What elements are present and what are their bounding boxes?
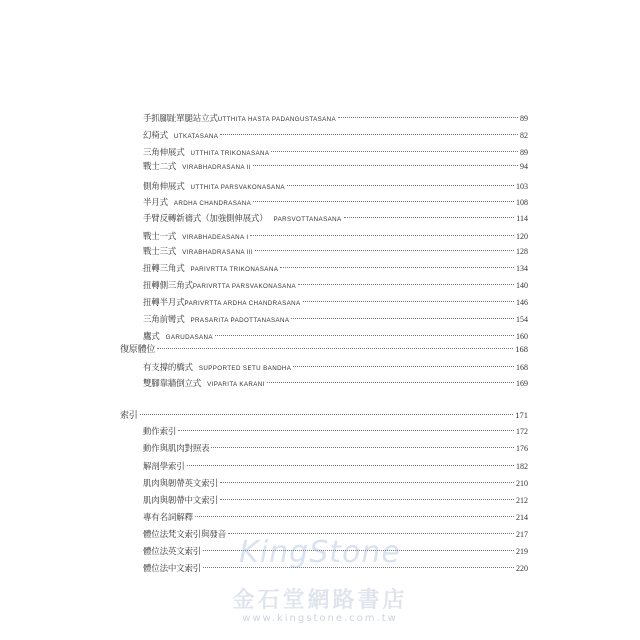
dot-leader [338, 117, 518, 118]
index-entry [143, 511, 528, 525]
page-number: 114 [516, 214, 528, 223]
page-number: 134 [516, 264, 528, 273]
page-number: 168 [515, 344, 528, 354]
entry-title-cn: 索引 [120, 411, 138, 421]
entry-title-en: VIRABHADRASANA II [182, 164, 251, 171]
entry-title-cn: 半月式 [143, 198, 168, 208]
page-number: 103 [516, 182, 528, 191]
entry-title-en: SUPPORTED SETU BANDHA [198, 365, 292, 372]
pose-entry [143, 296, 528, 310]
entry-title-en: VIPARITA KARANI [207, 381, 265, 388]
page-number: 214 [516, 513, 528, 522]
entry-title-en: PARSVOTTANASANA [273, 216, 342, 223]
page-number: 94 [520, 162, 528, 171]
section-index [120, 408, 528, 422]
page-number: 89 [520, 148, 528, 157]
dot-leader [220, 482, 514, 483]
page-number: 89 [520, 114, 528, 123]
entry-title-cn: 鷹式 [143, 332, 160, 342]
entry-title-en: UTTHITA PARSVAKONASANA [190, 184, 285, 191]
pose-entry [143, 160, 528, 174]
page-number: 160 [516, 332, 528, 341]
entry-title-cn: 解剖學索引 [143, 462, 185, 472]
pose-entry [143, 180, 528, 194]
dot-leader [293, 366, 514, 367]
dot-leader [255, 250, 514, 251]
entry-title-cn: 體位法梵文索引與發音 [143, 530, 227, 540]
pose-entry [143, 212, 528, 226]
entry-title-en: UTTHITA HASTA PADANGUSTASANA [217, 116, 337, 123]
entry-title-cn: 專有名詞解釋 [143, 513, 193, 523]
entry-title-cn: 幻椅式 [143, 131, 168, 141]
page-number: 108 [516, 198, 528, 207]
page-number: 210 [516, 479, 528, 488]
entry-title-cn: 手抓腳趾單腿站立式 [143, 114, 218, 124]
index-entry [143, 477, 528, 491]
dot-leader [271, 151, 518, 152]
entry-title-cn: 肌肉與韌帶中文索引 [143, 496, 218, 506]
dot-leader [253, 201, 514, 202]
dot-leader [140, 414, 514, 415]
entry-title-cn: 體位法中文索引 [143, 564, 202, 574]
entry-title-cn: 動作與肌肉對照表 [143, 444, 210, 454]
entry-title-cn: 戰士二式 [143, 162, 177, 172]
pose-entry [143, 129, 528, 143]
dot-leader [303, 301, 514, 302]
dot-leader [287, 185, 514, 186]
pose-entry [143, 313, 528, 327]
entry-title-en: PARIVRTTA ARDHA CHANDRASANA [184, 300, 301, 307]
page-number: 82 [520, 131, 528, 140]
entry-title-en: PRASARITA PADOTTANASANA [190, 317, 290, 324]
entry-title-cn: 扭轉半月式 [143, 298, 185, 308]
dot-leader [215, 335, 514, 336]
entry-title-cn: 肌肉與韌帶英文索引 [143, 479, 218, 489]
entry-title-cn: 三角前彎式 [143, 315, 185, 325]
page-number: 212 [516, 496, 528, 505]
restorative-entry [143, 361, 528, 375]
entry-title-cn: 扭轉側三角式 [143, 281, 193, 291]
restorative-entry [143, 377, 528, 391]
page-number: 171 [515, 410, 528, 420]
page-number: 172 [516, 427, 528, 436]
dot-leader [203, 550, 514, 551]
dot-leader [298, 284, 514, 285]
entry-title-en: PARIVRTTA PARSVAKONASANA [192, 283, 297, 290]
page-number: 168 [516, 363, 528, 372]
dot-leader [267, 382, 514, 383]
entry-title-cn: 戰士一式 [143, 232, 177, 242]
entry-title-cn: 戰士三式 [143, 247, 177, 257]
entry-title-en: GARUDASANA [165, 334, 213, 341]
entry-title-cn: 三角伸展式 [143, 148, 185, 158]
page-number: 120 [516, 232, 528, 241]
pose-entry [143, 245, 528, 259]
pose-entry [143, 230, 528, 244]
pose-entry [143, 146, 528, 160]
dot-leader [220, 499, 514, 500]
dot-leader [203, 567, 514, 568]
page-number: 146 [516, 298, 528, 307]
dot-leader [195, 516, 514, 517]
entry-title-cn: 有支撐的橋式 [143, 363, 193, 373]
pose-entry [143, 262, 528, 276]
entry-title-en: VIRABHADRASANA III [182, 249, 254, 256]
pose-entry [143, 112, 528, 126]
pose-entry [143, 279, 528, 293]
page-number: 128 [516, 247, 528, 256]
entry-title-cn: 側角伸展式 [143, 182, 185, 192]
index-entry [143, 528, 528, 542]
entry-title-en: UTKATASANA [173, 133, 219, 140]
dot-leader [253, 165, 518, 166]
page-number: 154 [516, 315, 528, 324]
watermark-brand: KingStone [239, 535, 401, 570]
entry-title-en: UTTHITA TRIKONASANA [190, 150, 270, 157]
dot-leader [291, 318, 514, 319]
pose-entry [143, 196, 528, 210]
dot-leader [187, 465, 514, 466]
page-number: 220 [516, 564, 528, 573]
dot-leader [250, 235, 514, 236]
entry-title-en: PARIVRTTA TRIKONASANA [190, 266, 279, 273]
entry-title-cn: 雙腳靠牆倒立式 [143, 379, 202, 389]
watermark-store-name: 金石堂網路書店 [232, 587, 408, 613]
index-entry [143, 494, 528, 508]
index-entry [143, 562, 528, 576]
entry-title-cn: 動作索引 [143, 427, 177, 437]
entry-title-en: VIRABHADEASANA I [182, 234, 249, 241]
dot-leader [344, 217, 515, 218]
dot-leader [211, 447, 514, 448]
index-entry [143, 425, 528, 439]
index-entry [143, 460, 528, 474]
entry-title-cn: 體位法英文索引 [143, 547, 202, 557]
dot-leader [220, 134, 518, 135]
page-number: 182 [516, 462, 528, 471]
dot-leader [157, 348, 513, 349]
entry-title-cn: 手臂反轉新禱式（加強側伸展式） [143, 214, 268, 224]
page-number: 217 [516, 530, 528, 539]
index-entry [143, 442, 528, 456]
entry-title-cn: 扭轉三角式 [143, 264, 185, 274]
section-restorative [120, 342, 528, 356]
page-number: 140 [516, 281, 528, 290]
page-number: 169 [516, 379, 528, 388]
watermark-url: www.kingstone.com.tw [242, 613, 398, 624]
dot-leader [280, 267, 514, 268]
entry-title-cn: 復原體位 [120, 345, 156, 355]
page-number: 176 [516, 444, 528, 453]
dot-leader [178, 430, 514, 431]
dot-leader [228, 533, 514, 534]
index-entry [143, 545, 528, 559]
page-number: 219 [516, 547, 528, 556]
entry-title-en: ARDHA CHANDRASANA [173, 200, 252, 207]
